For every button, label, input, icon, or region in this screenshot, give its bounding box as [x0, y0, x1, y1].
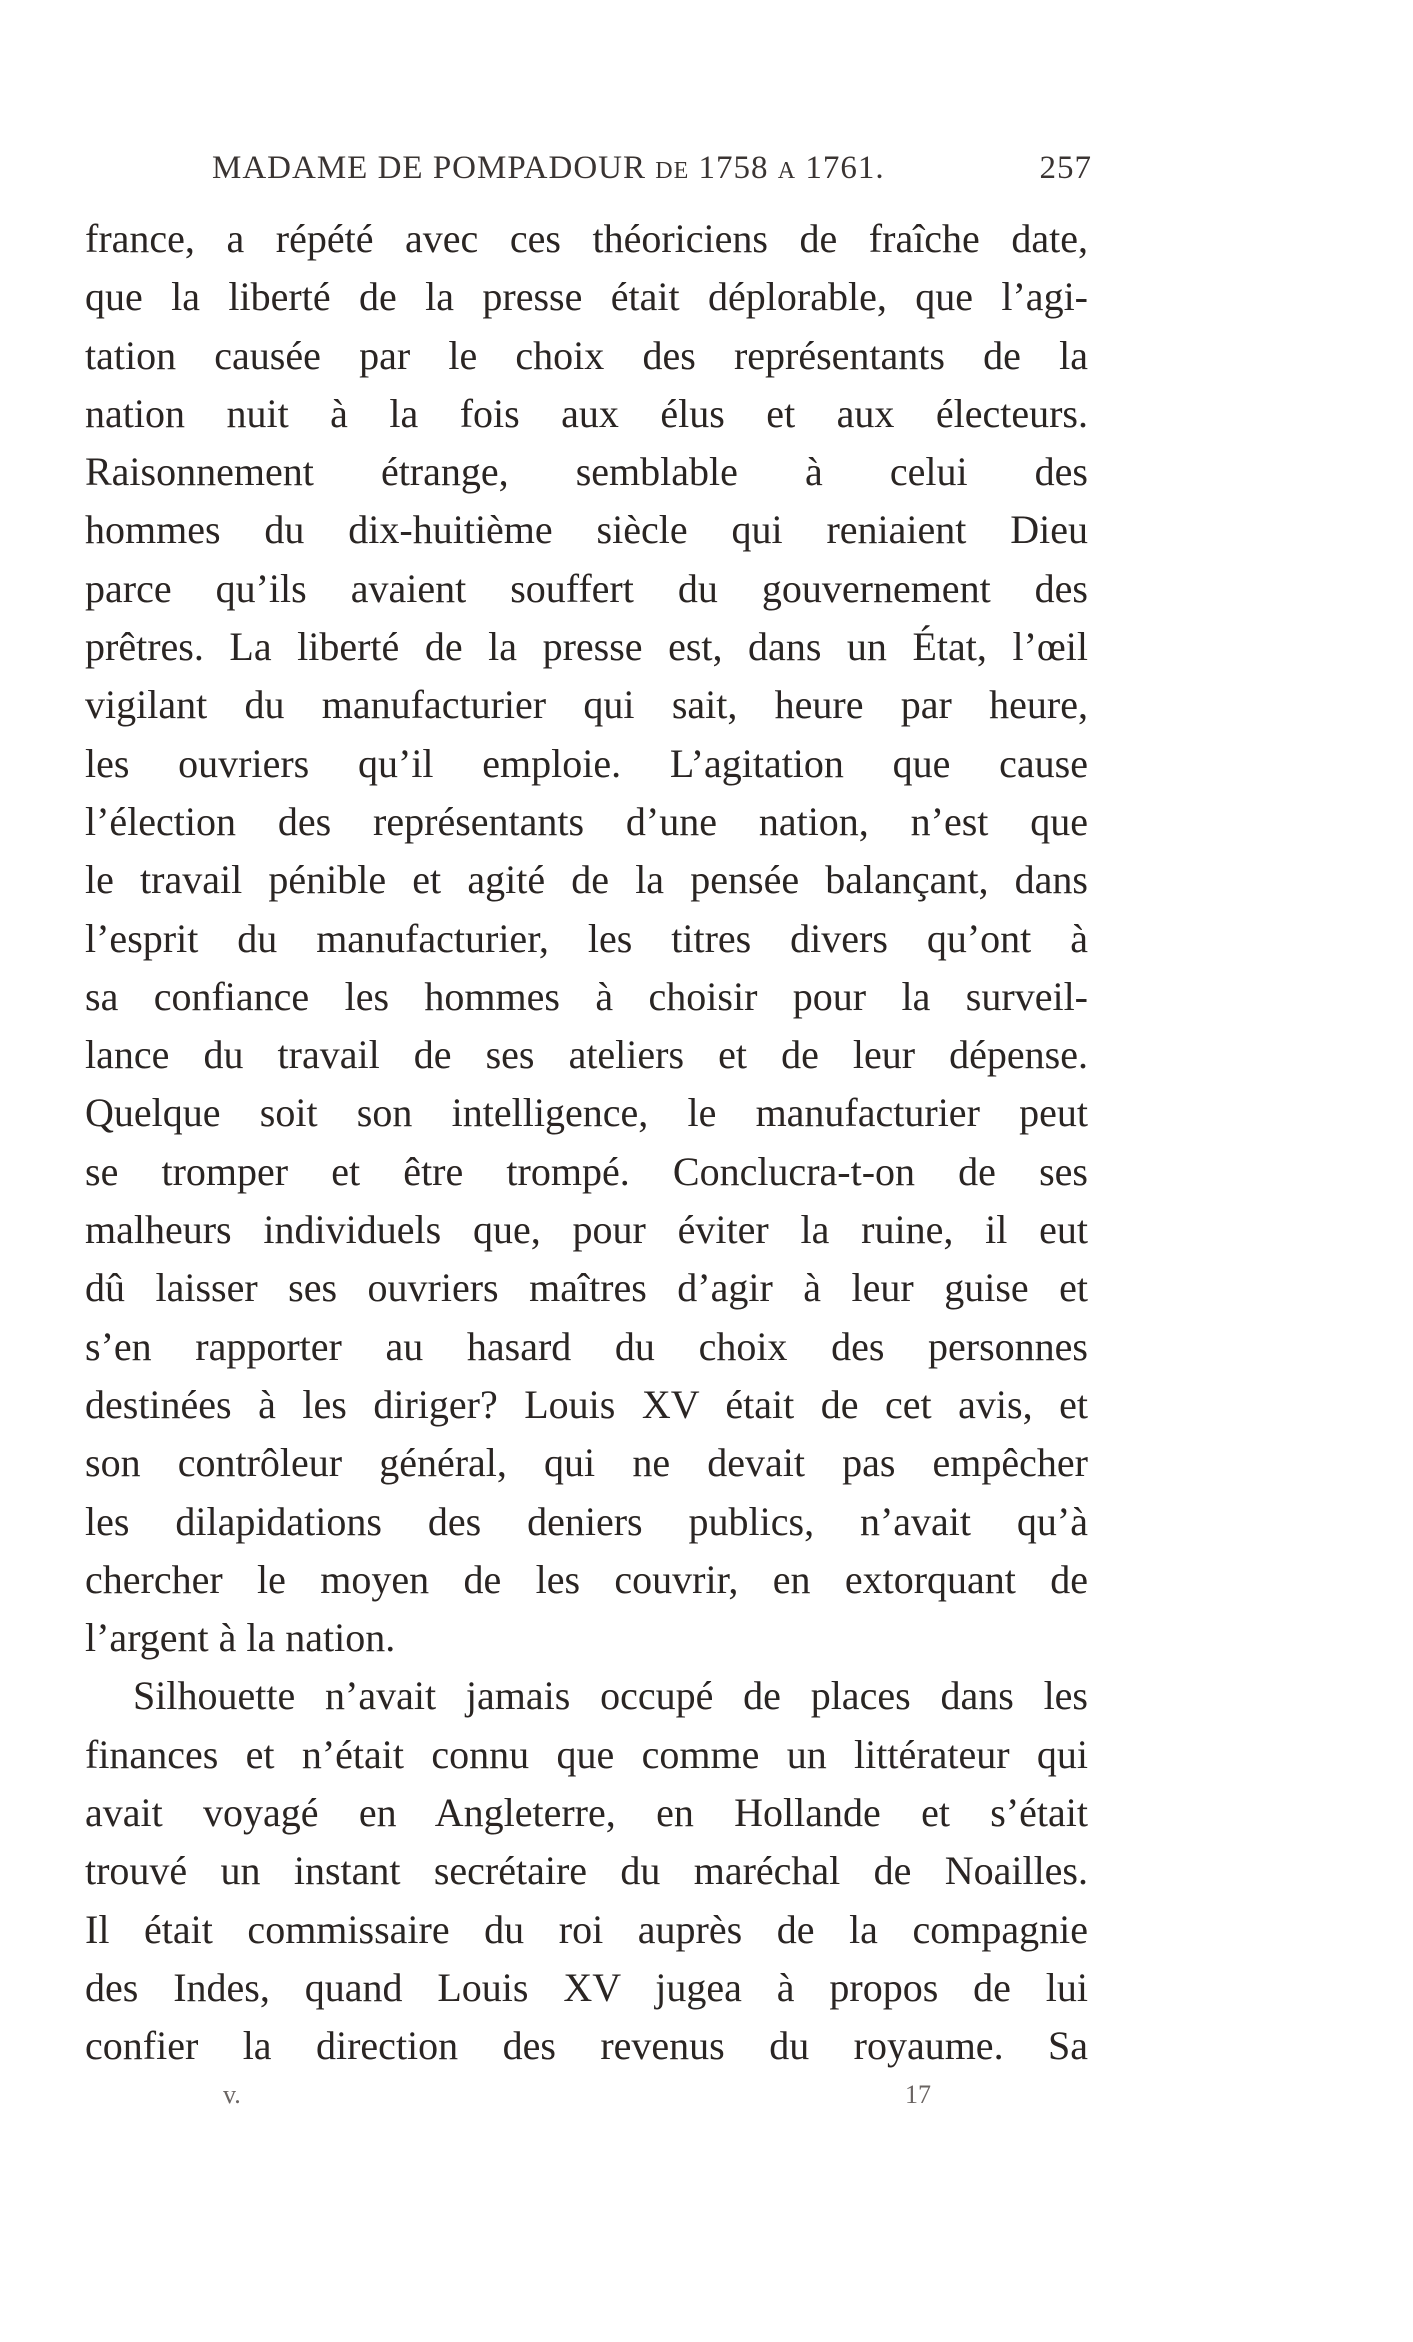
text-line: son contrôleur général, qui ne devait pas empêcher: [85, 1440, 1088, 1486]
text-line: les dilapidations des deniers publics, n’avait qu’à: [85, 1498, 1088, 1544]
signature-line: [85, 2080, 1088, 2120]
running-head: [212, 150, 1092, 200]
text-line: Raisonnement étrange, semblable à celui des: [85, 449, 1088, 495]
text-line: les ouvriers qu’il emploie. L’agitation que cause: [85, 740, 1088, 786]
text-line: des Indes, quand Louis XV jugea à propos de lui: [85, 1964, 1088, 2010]
text-line: finances et n’était connu que comme un littérateur qui: [85, 1731, 1088, 1777]
paragraph-end-line: l’argent à la nation.: [85, 1615, 396, 1661]
text-line: avait voyagé en Angleterre, en Hollande et s’était: [85, 1790, 1088, 1836]
text-line: se tromper et être trompé. Conclucra-t-on de ses: [85, 1148, 1088, 1194]
page-number: 257: [1039, 150, 1092, 186]
text-line: chercher le moyen de les couvrir, en extorquant de: [85, 1556, 1088, 1602]
text-line: que la liberté de la presse était déplorable, que l’agi-: [85, 274, 1088, 320]
body-text: [85, 210, 1088, 2076]
text-line: confier la direction des revenus du royaume. Sa: [85, 2023, 1088, 2069]
running-title-de: DE: [655, 158, 690, 184]
running-title-main: MADAME DE POMPADOUR: [212, 150, 647, 186]
text-line: nation nuit à la fois aux élus et aux électeurs.: [85, 390, 1088, 436]
running-title-a: A: [777, 158, 797, 184]
text-line: prêtres. La liberté de la presse est, dans un État, l’œil: [85, 624, 1088, 670]
text-line: l’esprit du manufacturier, les titres divers qu’ont à: [85, 915, 1088, 961]
paragraph-start-line: Silhouette n’avait jamais occupé de places dans les: [133, 1673, 1088, 1719]
text-line: sa confiance les hommes à choisir pour la surveil-: [85, 973, 1088, 1019]
text-line: Il était commissaire du roi auprès de la compagnie: [85, 1906, 1088, 1952]
text-line: lance du travail de ses ateliers et de leur dépense.: [85, 1032, 1088, 1078]
text-line: parce qu’ils avaient souffert du gouvernement des: [85, 565, 1088, 611]
text-line: le travail pénible et agité de la pensée balançant, dans: [85, 857, 1088, 903]
running-title-year-end: 1761.: [805, 150, 885, 186]
text-line: france, a répété avec ces théoriciens de fraîche date,: [85, 216, 1088, 261]
text-line: l’élection des représentants d’une nation, n’est que: [85, 798, 1088, 844]
text-line: trouvé un instant secrétaire du maréchal de Noailles.: [85, 1848, 1088, 1894]
text-line: vigilant du manufacturier qui sait, heure par heure,: [85, 682, 1088, 728]
running-title: [212, 150, 885, 187]
sheet-number: 17: [905, 2080, 931, 2109]
text-line: hommes du dix-huitième siècle qui reniaient Dieu: [85, 507, 1088, 553]
text-line: dû laisser ses ouvriers maîtres d’agir à leur guise et: [85, 1265, 1088, 1311]
text-line: Quelque soit son intelligence, le manufacturier peut: [85, 1090, 1088, 1136]
volume-signature: v.: [223, 2080, 241, 2109]
text-line: s’en rapporter au hasard du choix des personnes: [85, 1323, 1088, 1369]
text-line: malheurs individuels que, pour éviter la ruine, il eut: [85, 1207, 1088, 1253]
text-line: destinées à les diriger? Louis XV était de cet avis, et: [85, 1381, 1088, 1427]
text-line: tation causée par le choix des représentants de la: [85, 332, 1088, 378]
running-title-year-start: 1758: [698, 150, 769, 186]
